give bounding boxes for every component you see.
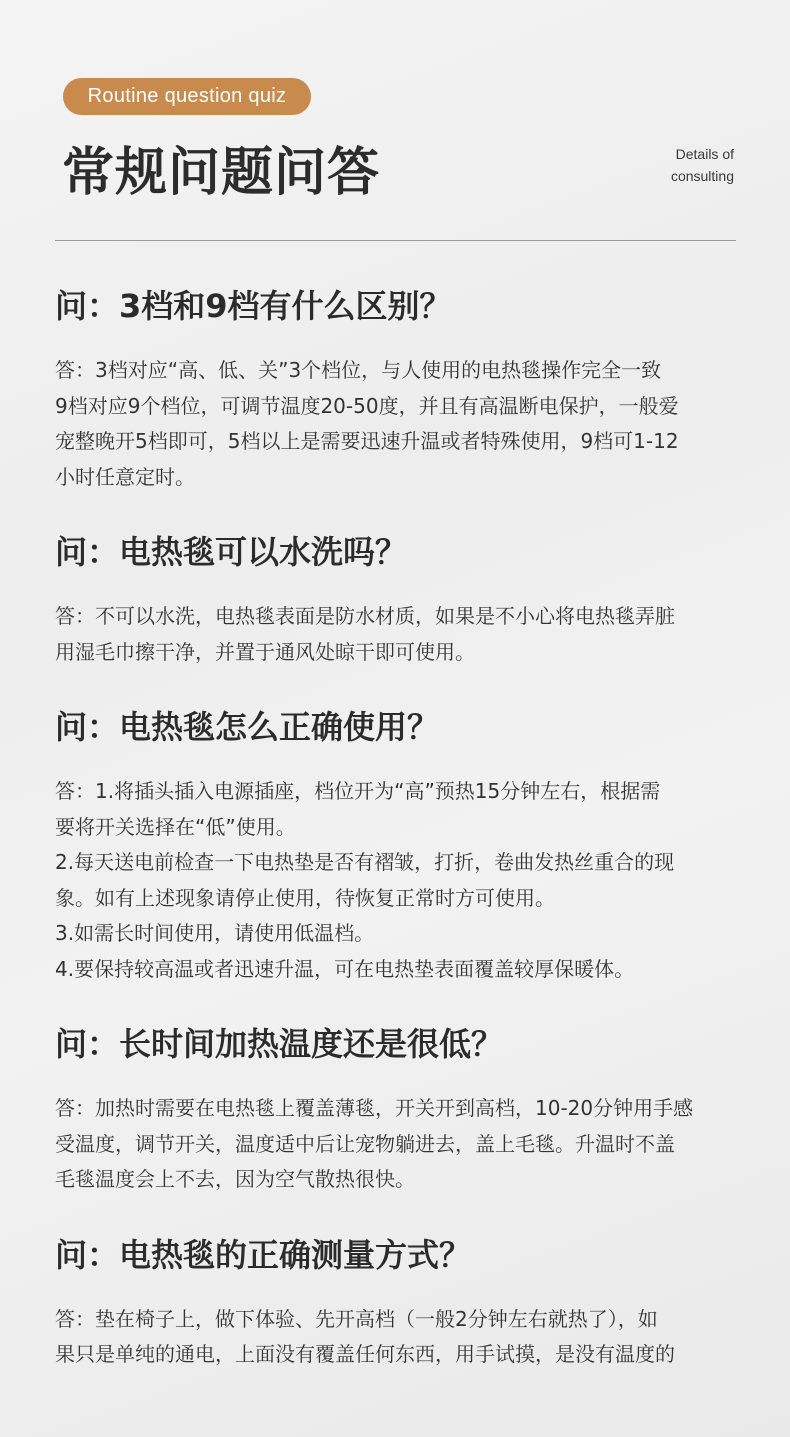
answer-line: 小时任意定时。 — [55, 464, 195, 489]
answer-line: 4.要保持较高温或者迅速升温，可在电热垫表面覆盖较厚保暖体。 — [55, 956, 635, 981]
page-title: 常规问题问答 — [62, 143, 381, 203]
answer-line: 要将开关选择在“低”使用。 — [55, 814, 296, 839]
answer-2 — [55, 599, 755, 670]
subtitle-line-2: consulting — [670, 168, 734, 184]
answer-line: 象。如有上述现象请停止使用，待恢复正常时方可使用。 — [55, 885, 555, 910]
answer-line: 答：1.将插头插入电源插座，档位开为“高”预热15分钟左右，根据需 — [55, 779, 661, 803]
answer-line: 用湿毛巾擦干净，并置于通风处晾干即可使用。 — [55, 639, 475, 664]
question-4: 问：长时间加热温度还是很低？ — [55, 1025, 504, 1063]
qa-item-2 — [55, 528, 755, 670]
answer-line: 宠整晚开5档即可，5档以上是需要迅速升温或者特殊使用，9档可1-12 — [55, 429, 679, 453]
answer-line: 毛毯温度会上不去，因为空气散热很快。 — [55, 1167, 415, 1191]
answer-line: 2.每天送电前检查一下电热垫是否有褶皱，打折，卷曲发热丝重合的现 — [55, 850, 675, 874]
qa-item-4 — [55, 1020, 755, 1198]
answer-line: 答：不可以水洗，电热毯表面是防水材质，如果是不小心将电热毯弄脏 — [55, 604, 675, 628]
answer-line: 答：加热时需要在电热毯上覆盖薄毯，开关开到高档，10-20分钟用手感 — [55, 1096, 694, 1120]
answer-5 — [55, 1302, 755, 1373]
answer-1 — [55, 353, 755, 495]
page-subtitle — [614, 143, 734, 187]
header-badge: Routine question quiz — [63, 78, 311, 115]
qa-item-5 — [55, 1231, 755, 1373]
question-3: 问：电热毯怎么正确使用？ — [55, 708, 440, 746]
qa-item-3 — [55, 703, 755, 987]
qa-item-1 — [55, 282, 755, 495]
header-divider — [55, 240, 736, 241]
answer-line: 3.如需长时间使用，请使用低温档。 — [55, 921, 375, 945]
qa-list — [55, 282, 755, 1373]
answer-line: 9档对应9个档位，可调节温度20-50度，并且有高温断电保护，一般爱 — [55, 393, 679, 418]
answer-3 — [55, 774, 755, 987]
answer-line: 答：垫在椅子上，做下体验、先开高档（一般2分钟左右就热了），如 — [55, 1306, 658, 1331]
answer-line: 答：3档对应“高、低、关”3个档位，与人使用的电热毯操作完全一致 — [55, 358, 662, 382]
answer-line: 果只是单纯的通电，上面没有覆盖任何东西，用手试摸，是没有温度的 — [55, 1342, 675, 1366]
question-2: 问：电热毯可以水洗吗？ — [55, 533, 408, 571]
answer-line: 受温度，调节开关，温度适中后让宠物躺进去，盖上毛毯。升温时不盖 — [55, 1131, 675, 1156]
subtitle-line-1: Details of — [675, 146, 734, 162]
question-1: 问：3档和9档有什么区别？ — [55, 287, 452, 325]
answer-4 — [55, 1091, 755, 1198]
question-5: 问：电热毯的正确测量方式？ — [55, 1235, 472, 1274]
